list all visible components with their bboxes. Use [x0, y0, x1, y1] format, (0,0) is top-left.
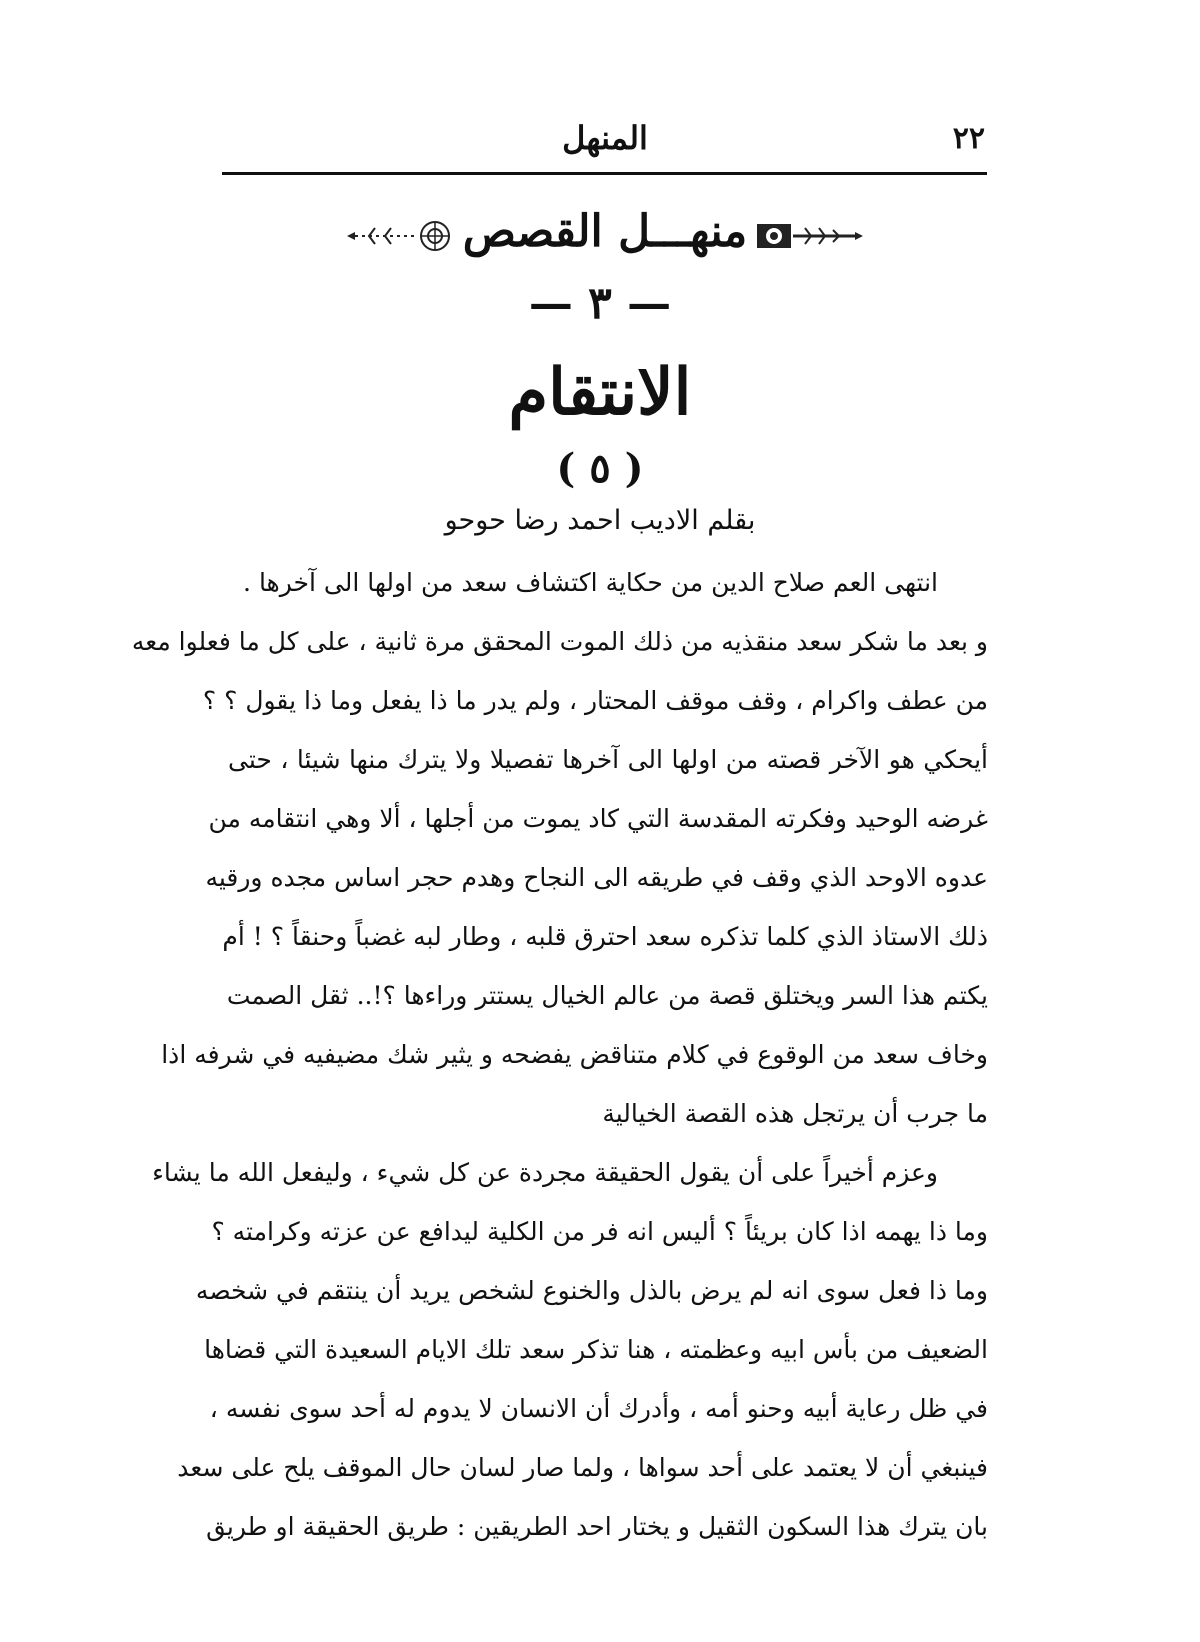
- journal-name: المنهل: [562, 119, 648, 157]
- part-number: — ٣ —: [528, 278, 672, 329]
- text-line: من عطف واكرام ، وقف موقف المحتار ، ولم يدر ما ذا يفعل وما ذا يقول ؟ ؟: [202, 686, 988, 715]
- text-line: انتهى العم صلاح الدين من حكاية اكتشاف سعد من اولها الى آخرها .: [243, 568, 938, 597]
- text-line: ما جرب أن يرتجل هذه القصة الخيالية: [602, 1099, 988, 1128]
- text-line: وخاف سعد من الوقوع في كلام متناقض يفضحه و يثير شك مضيفيه في شرفه اذا: [161, 1040, 988, 1069]
- text-line: أيحكي هو الآخر قصته من اولها الى آخرها تفصيلا ولا يترك منها شيئا ، حتى: [228, 745, 988, 774]
- byline: بقلم الاديب احمد رضا حوحو: [444, 505, 756, 536]
- section-title: منهـــل القصص: [462, 206, 748, 257]
- text-line: و بعد ما شكر سعد منقذيه من ذلك الموت المحقق مرة ثانية ، على كل ما فعلوا معه: [131, 627, 988, 656]
- text-line: فينبغي أن لا يعتمد على أحد سواها ، ولما صار لسان حال الموقف يلح على سعد: [177, 1453, 988, 1482]
- body-text: [131, 553, 988, 1556]
- episode-number: ( ٥ ): [556, 445, 644, 492]
- text-line: الضعيف من بأس ابيه وعظمته ، هنا تذكر سعد تلك الايام السعيدة التي قضاها: [204, 1335, 988, 1364]
- text-line: في ظل رعاية أبيه وحنو أمه ، وأدرك أن الانسان لا يدوم له أحد سوى نفسه ،: [209, 1394, 988, 1423]
- text-line: يكتم هذا السر ويختلق قصة من عالم الخيال يستتر وراءها ؟!.. ثقل الصمت: [226, 981, 988, 1010]
- page-number: ٢٢: [952, 121, 985, 156]
- text-line: ذلك الاستاذ الذي كلما تذكره سعد احترق قلبه ، وطار لبه غضباً وحنقاً ؟ ! أم: [222, 922, 988, 951]
- section-banner: [345, 200, 865, 270]
- floral-ornament-icon: [755, 218, 865, 254]
- text-line: وما ذا يهمه اذا كان بريئاً ؟ أليس انه فر من الكلية ليدافع عن عزته وكرامته ؟: [211, 1217, 988, 1246]
- text-line: عدوه الاوحد الذي وقف في طريقه الى النجاح وهدم حجر اساس مجده ورقيه: [205, 863, 988, 892]
- text-line: وعزم أخيراً على أن يقول الحقيقة مجردة عن كل شيء ، وليفعل الله ما يشاء: [152, 1158, 938, 1187]
- text-line: وما ذا فعل سوى انه لم يرض بالذل والخنوع لشخص يريد أن ينتقم في شخصه: [195, 1276, 988, 1305]
- floral-ornament-icon: [345, 218, 455, 254]
- text-line: بان يترك هذا السكون الثقيل و يختار احد الطريقين : طريق الحقيقة او طريق: [206, 1512, 988, 1541]
- header-rule: [222, 172, 987, 175]
- story-title: الانتقام: [508, 355, 692, 430]
- text-line: غرضه الوحيد وفكرته المقدسة التي كاد يموت من أجلها ، ألا وهي انتقامه من: [208, 804, 988, 833]
- running-head: [225, 115, 985, 165]
